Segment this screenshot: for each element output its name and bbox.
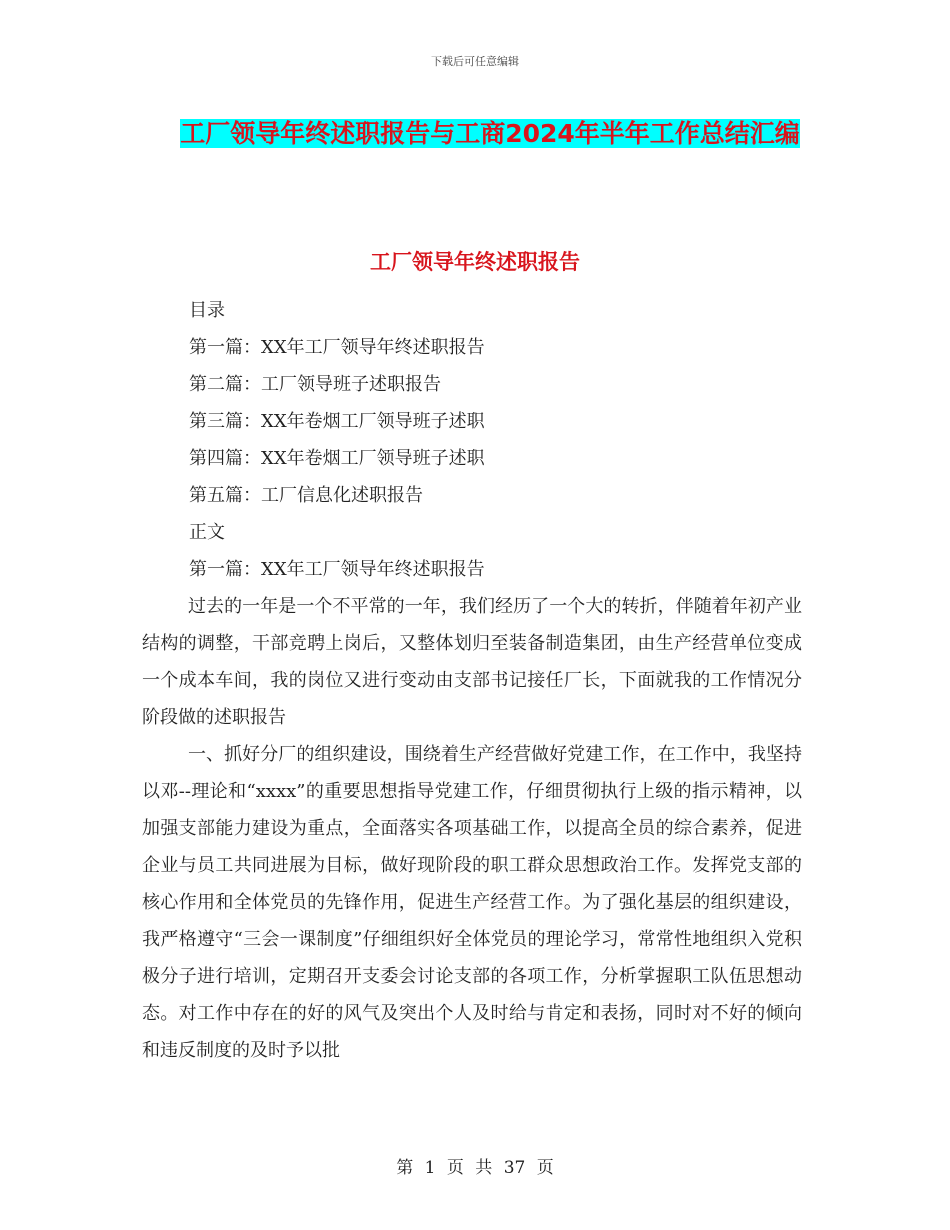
document-title-text: 工厂领导年终述职报告与工商2024年半年工作总结汇编	[180, 119, 800, 148]
section-title: 工厂领导年终述职报告	[370, 250, 580, 274]
toc-line: 第二篇：工厂领导班子述职报告	[189, 374, 441, 395]
toc-line: 正文	[189, 522, 225, 543]
toc-line: 第三篇：XX年卷烟工厂领导班子述职	[189, 411, 485, 432]
toc-line: 第一篇：XX年工厂领导年终述职报告	[189, 337, 485, 358]
toc-line: 第一篇：XX年工厂领导年终述职报告	[189, 559, 485, 580]
toc-line: 目录	[189, 300, 225, 321]
header-note: 下载后可任意编辑	[431, 55, 519, 68]
body-paragraph: 一、抓好分厂的组织建设，围绕着生产经营做好党建工作，在工作中，我坚持以邓--理论和“xxxx”的重要思想指导党建工作，仔细贯彻执行上级的指示精神，以加强支部能力建设为重点，全面落实各项基础工作，以提高全员的综合素养，促进企业与员工共同进展为目标，做好现阶段的职工群众思想政治工作。发挥党支部的核心作用和全体党员的先锋作用，促进生产经营工作。为了强化基层的组织建设，我严格遵守“三会一课制度”仔细组织好全体党员的理论学习，常常性地组织入党积极分子进行培训，定期召开支委会讨论支部的各项工作，分析掌握职工队伍思想动态。对工作中存在的好的风气及突出个人及时给与肯定和表扬，同时对不好的倾向和违反制度的及时予以批	[142, 744, 802, 1061]
body-paragraph: 过去的一年是一个不平常的一年，我们经历了一个大的转折，伴随着年初产业结构的调整，干部竞聘上岗后，又整体划归至装备制造集团，由生产经营单位变成一个成本车间，我的岗位又进行变动由支部书记接任厂长，下面就我的工作情况分阶段做的述职报告	[142, 596, 802, 728]
toc-line: 第五篇：工厂信息化述职报告	[189, 485, 423, 506]
page-footer: 第 1 页 共 37 页	[396, 1158, 554, 1178]
document-title	[140, 112, 840, 156]
table-of-contents	[189, 292, 829, 588]
toc-line: 第四篇：XX年卷烟工厂领导班子述职	[189, 448, 485, 469]
